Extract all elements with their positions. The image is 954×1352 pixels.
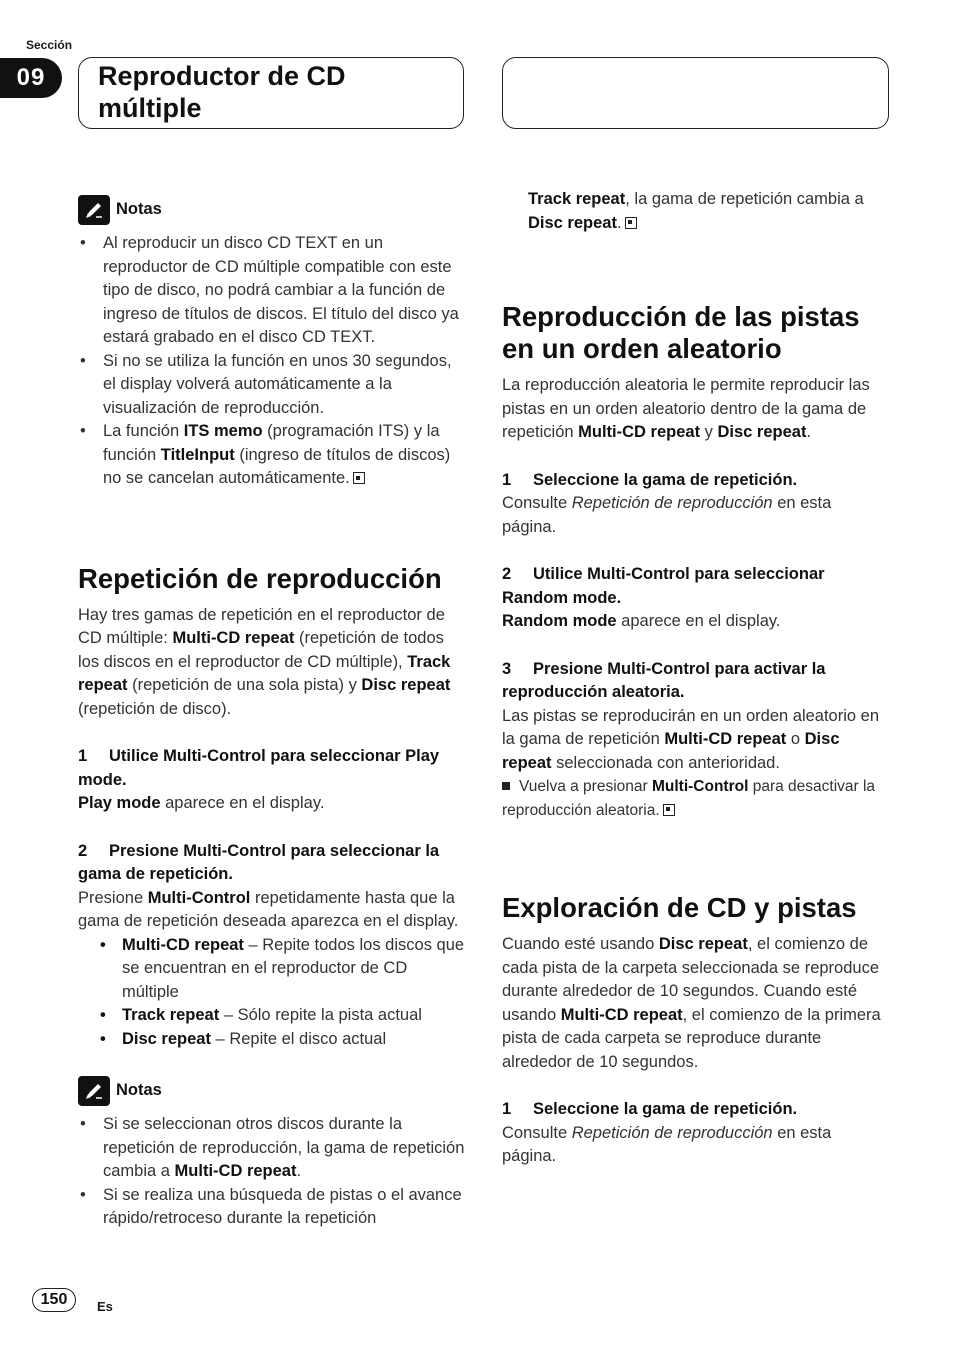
- chapter-title-box: [78, 57, 464, 129]
- note-continuation: Track repeat, la gama de repetición cambia a Disc repeat.: [528, 190, 864, 232]
- chapter-title-line1: Reproductor de CD: [98, 61, 346, 91]
- note-item: • La función ITS memo (programación ITS) y la función TitleInput (ingreso de títulos de discos) no se cancelan automáticamente.: [78, 420, 466, 491]
- section-intro: Cuando esté usando Disc repeat, el comienzo de cada pista de la carpeta seleccionada se reproduce durante alrededor de 10 segundos. Cuando esté usando Multi-CD repeat, el comienzo de la primera pista de cada carpeta se reproduce durante alrededor de 10 segundos.: [502, 935, 881, 1071]
- right-column: [502, 188, 890, 1169]
- step-title: 1 Seleccione la gama de repetición.: [502, 470, 798, 489]
- section-heading-random: Reproducción de las pistas en un orden aleatorio: [502, 301, 860, 364]
- step-title: 3 Presione Multi-Control para activar la reproducción aleatoria.: [502, 659, 826, 701]
- language-code: Es: [97, 1299, 113, 1314]
- notes-heading: [78, 1075, 466, 1107]
- chapter-title: [98, 60, 346, 124]
- note-item: • Si no se utiliza la función en unos 30 segundos, el display volverá automáticamente a la visualización de reproducción.: [78, 350, 466, 421]
- section-intro: La reproducción aleatoria le permite reproducir las pistas en un orden aleatorio dentro de la gama de repetición Multi-CD repeat y Disc repeat.: [502, 376, 870, 441]
- notes-list: [78, 232, 466, 491]
- chapter-title-line2: múltiple: [98, 93, 202, 123]
- header-empty-box: [502, 57, 889, 129]
- notes-list: [78, 1113, 466, 1231]
- step-body: Presione Multi-Control repetidamente hasta que la gama de repetición deseada aparezca en el display.: [78, 888, 459, 930]
- step-body: Consulte Repetición de reproducción en esta página.: [502, 1123, 832, 1165]
- note-item: • Al reproducir un disco CD TEXT en un reproductor de CD múltiple compatible con este tipo de disco, no podrá cambiar a la función de ingreso de títulos de discos. El título del disco ya estará grabado en el disco CD TEXT.: [78, 232, 466, 350]
- note-item: • Si se realiza una búsqueda de pistas o el avance rápido/retroceso durante la repetición: [78, 1184, 466, 1231]
- step-title: 1 Utilice Multi-Control para seleccionar Play mode.: [78, 747, 440, 789]
- list-item: • Disc repeat – Repite el disco actual: [122, 1028, 466, 1052]
- square-bullet-icon: [502, 782, 510, 790]
- section-number-badge: 09: [0, 58, 62, 98]
- step-body: Consulte Repetición de reproducción en esta página.: [502, 494, 832, 536]
- end-mark-icon: [625, 217, 637, 229]
- repeat-options-list: [78, 934, 466, 1052]
- step-body: Random mode aparece en el display.: [502, 612, 781, 630]
- end-mark-icon: [353, 472, 365, 484]
- notes-heading: [78, 194, 466, 226]
- step-title: 1 Seleccione la gama de repetición.: [502, 1100, 798, 1118]
- note-item: • Si se seleccionan otros discos durante la repetición de reproducción, la gama de repetición cambia a Multi-CD repeat.: [78, 1113, 466, 1184]
- section-heading-repeat: Repetición de reproducción: [78, 562, 442, 594]
- end-mark-icon: [663, 804, 675, 816]
- step-title: 2 Presione Multi-Control para seleccionar la gama de repetición.: [78, 841, 440, 883]
- page-number: 150: [32, 1288, 76, 1312]
- section-label: Sección: [26, 38, 73, 52]
- section-intro: Hay tres gamas de repetición en el reproductor de CD múltiple: Multi-CD repeat (repetición de todos los discos en el reproductor de CD múltiple), Track repeat (repetición de una sola pista) y Disc repeat (repetición de disco).: [78, 605, 451, 718]
- pencil-icon: [78, 1076, 110, 1106]
- step-title: 2 Utilice Multi-Control para seleccionar Random mode.: [502, 565, 825, 607]
- step-body: Play mode aparece en el display.: [78, 794, 325, 812]
- pencil-icon: [78, 195, 110, 225]
- left-column: [78, 194, 466, 1231]
- notes-label: Notas: [116, 200, 162, 219]
- step-body: Las pistas se reproducirán en un orden aleatorio en la gama de repetición Multi-CD repeat o Disc repeat seleccionada con anterioridad.: [502, 706, 879, 772]
- list-item: • Multi-CD repeat – Repite todos los discos que se encuentran en el reproductor de CD múltiple: [122, 934, 466, 1005]
- notes-label: Notas: [116, 1081, 162, 1100]
- list-item: • Track repeat – Sólo repite la pista actual: [122, 1004, 466, 1028]
- section-heading-scan: Exploración de CD y pistas: [502, 892, 857, 923]
- step-note: Vuelva a presionar Multi-Control para desactivar la reproducción aleatoria.: [502, 778, 876, 819]
